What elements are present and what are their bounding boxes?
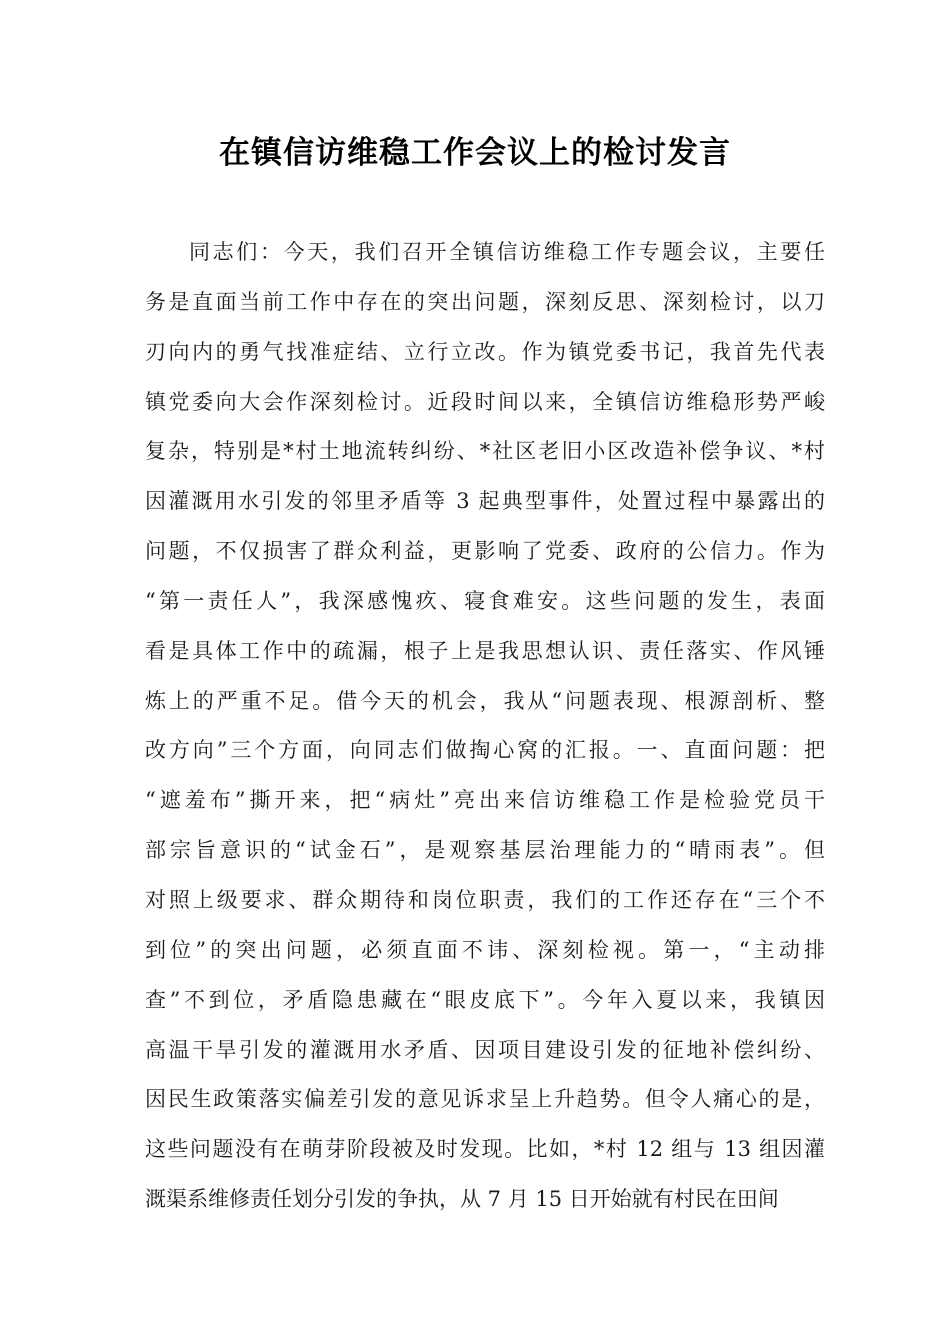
document-title: 在镇信访维稳工作会议上的检讨发言 [219,135,731,171]
text-line: 部宗旨意识的“试金石”，是观察基层治理能力的“晴雨表”。但 [145,838,825,863]
text-line: 到位”的突出问题，必须直面不讳、深刻检视。第一，“主动排 [145,937,825,962]
text-line: 因民生政策落实偏差引发的意见诉求呈上升趋势。但令人痛心的是， [145,1087,825,1112]
text-line: 问题，不仅损害了群众利益，更影响了党委、政府的公信力。作为 [145,539,825,564]
text-line: 查”不到位，矛盾隐患藏在“眼皮底下”。今年入夏以来，我镇因 [145,987,825,1012]
text-line: 刃向内的勇气找准症结、立行立改。作为镇党委书记，我首先代表 [145,339,825,364]
text-line: 镇党委向大会作深刻检讨。近段时间以来，全镇信访维稳形势严峻 [145,389,825,414]
text-line: 因灌溉用水引发的邻里矛盾等 3 起典型事件，处置过程中暴露出的 [145,489,825,514]
text-line: “第一责任人”，我深感愧疚、寝食难安。这些问题的发生，表面 [145,588,825,613]
text-line: 这些问题没有在萌芽阶段被及时发现。比如，*村 12 组与 13 组因灌 [145,1137,825,1162]
text-line: “遮羞布”撕开来，把“病灶”亮出来信访维稳工作是检验党员干 [145,788,825,813]
text-line: 同志们：今天，我们召开全镇信访维稳工作专题会议，主要任 [189,240,825,264]
text-line: 溉渠系维修责任划分引发的争执，从 7 月 15 日开始就有村民在田间 [145,1187,779,1212]
body-paragraph [145,228,825,1225]
text-line: 看是具体工作中的疏漏，根子上是我思想认识、责任落实、作风锤 [145,638,825,663]
text-line: 高温干旱引发的灌溉用水矛盾、因项目建设引发的征地补偿纠纷、 [145,1037,825,1062]
text-line: 对照上级要求、群众期待和岗位职责，我们的工作还存在“三个不 [145,887,825,912]
text-line: 改方向”三个方面，向同志们做掏心窝的汇报。一、直面问题：把 [145,738,825,763]
text-line: 炼上的严重不足。借今天的机会，我从“问题表现、根源剖析、整 [145,688,825,713]
text-line: 务是直面当前工作中存在的突出问题，深刻反思、深刻检讨，以刀 [145,289,825,314]
text-line: 复杂，特别是*村土地流转纠纷、*社区老旧小区改造补偿争议、*村 [145,439,825,464]
